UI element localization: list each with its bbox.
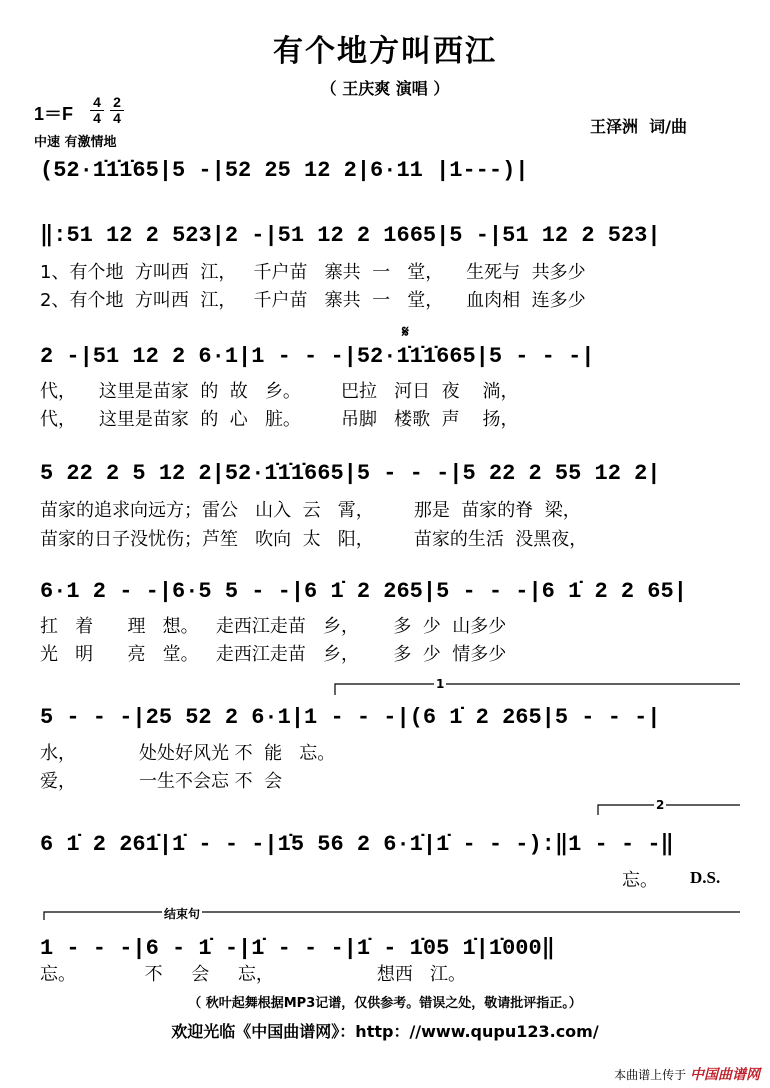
lyric-row-6: 忘。 — [622, 870, 658, 891]
coda-label: 结束句 — [164, 907, 201, 921]
lyric-row-5-verse-2: 爱， 一生不会忘 不 会 — [40, 771, 283, 792]
notation-row-5: 5 - - -|25 52 2 6·1|1 - - -|(6 1̇ 2 265|5 - - -| — [40, 705, 661, 730]
notation-row-1: ‖:51 12 2 523|2 -|51 12 2 1665|5 -|51 12 2 523| — [40, 223, 661, 248]
notation-row-3: 5 22 2 5 12 2|52·1̇1̇1̇665|5 - - -|5 22 2 55 12 2| — [40, 461, 661, 486]
notation-row-0: (52·1̇1̇1̇65|5 -|52 25 12 2|6·11 |1---)| — [40, 158, 529, 183]
notation-row-4: 6·1 2 - -|6·5 5 - -|6 1̇ 2 265|5 - - -|6 1̇ 2 2 65| — [40, 579, 687, 604]
welcome-link[interactable]: 欢迎光临《中国曲谱网》：http：//www.qupu123.com/ — [171, 1022, 599, 1041]
dal-segno-mark: D.S. — [690, 868, 721, 887]
lyric-row-3-verse-1: 苗家的追求向远方；雷公 山入 云 霄， 那是 苗家的脊 梁， — [40, 500, 581, 521]
lyric-row-4-verse-1: 扛 着 理 想。 走西江走苗 乡， 多 少 山多少 — [40, 616, 507, 637]
lyric-row-3-verse-2: 苗家的日子没忧伤；芦笙 吹向 太 阳， 苗家的生活 没黑夜， — [40, 529, 588, 550]
volta-2-label: 2 — [656, 798, 665, 812]
song-title: 有个地方叫西江 — [273, 34, 497, 69]
volta-1-label: 1 — [436, 677, 445, 691]
performer-subtitle: （ 王庆爽 演唱 ） — [320, 79, 450, 98]
notation-row-2: 2 -|51 12 2 6·1|1 - - -|52·1̇1̇1̇665|5 - - -| — [40, 344, 595, 369]
key-signature: 1＝F — [34, 104, 74, 124]
lyric-row-5-verse-1: 水， 处处好风光 不 能 忘。 — [40, 743, 336, 764]
lyricist-composer: 王泽洲 词/曲 — [590, 117, 687, 136]
volta-2-bracket — [598, 805, 740, 815]
tempo-marking: 中速 有激情地 — [34, 135, 117, 150]
volta-1-bracket — [335, 684, 740, 695]
coda-bracket — [44, 912, 740, 920]
lyric-row-2-verse-2: 代， 这里是苗家 的 心 脏。 吊脚 楼歌 声 扬， — [40, 409, 519, 430]
site-logo: 中国曲谱网 — [690, 1067, 760, 1083]
notation-row-7: 1 - - -|6 - 1̇ -|1̇ - - -|1̇ - 1̇05 1̇|1̇000‖ — [40, 936, 555, 961]
transcription-note: （ 秋叶起舞根据MP3记谱，仅供参考。错误之处，敬请批评指正。） — [188, 996, 582, 1011]
segno-sign: 𝄋 — [402, 322, 409, 341]
lyric-row-7: 忘。 不 会 忘， 想西 江。 — [40, 964, 467, 985]
lyric-row-4-verse-2: 光 明 亮 堂。 走西江走苗 乡， 多 少 情多少 — [40, 644, 507, 665]
upload-credit — [614, 1064, 760, 1084]
lyric-row-2-verse-1: 代， 这里是苗家 的 故 乡。 巴拉 河日 夜 淌， — [40, 381, 519, 402]
lyric-row-1-verse-1: 1、有个地 方叫西 江， 千户苗 寨共 一 堂， 生死与 共多少 — [40, 262, 586, 283]
notation-row-6: 6 1̇ 2 261̇|1̇ - - -|1̇5 56 2 6·1̇|1̇ - - -):‖1 - - -‖ — [40, 832, 674, 857]
time-signature-a: 4 4 — [90, 96, 104, 125]
upload-prefix: 本曲谱上传于 — [614, 1068, 687, 1082]
lyric-row-1-verse-2: 2、有个地 方叫西 江， 千户苗 寨共 一 堂， 血肉相 连多少 — [40, 290, 586, 311]
time-signature-b: 2 4 — [110, 96, 124, 125]
